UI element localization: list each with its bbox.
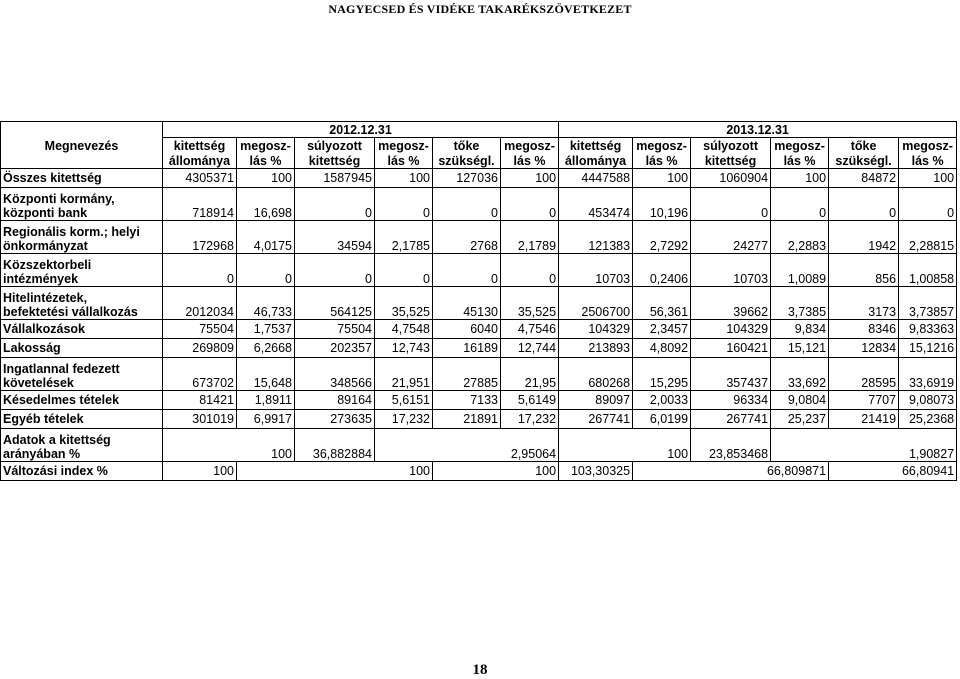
table-cell: 2,3457 bbox=[633, 320, 691, 339]
table-cell: 15,121 bbox=[771, 339, 829, 358]
column-header-top: megosz- bbox=[501, 138, 559, 154]
column-header-bottom: lás % bbox=[633, 153, 691, 169]
table-cell: 39662 bbox=[691, 287, 771, 320]
table-cell: 0 bbox=[375, 254, 433, 287]
table-cell: 267741 bbox=[691, 410, 771, 429]
row-label-line: Lakosság bbox=[3, 341, 61, 355]
table-cell: 81421 bbox=[163, 391, 237, 410]
table-cell: 21419 bbox=[829, 410, 899, 429]
table-cell: 0 bbox=[899, 188, 957, 221]
table-cell: 160421 bbox=[691, 339, 771, 358]
table-cell: 4,7546 bbox=[501, 320, 559, 339]
row-label-line: Regionális korm.; helyi bbox=[3, 225, 140, 239]
table-cell: 25,237 bbox=[771, 410, 829, 429]
table-cell: 2,7292 bbox=[633, 221, 691, 254]
table-cell: 100 bbox=[501, 169, 559, 188]
table-cell: 25,2368 bbox=[899, 410, 957, 429]
row-label-line: Ingatlannal fedezett bbox=[3, 362, 120, 376]
row-label bbox=[1, 358, 163, 391]
row-label-line: önkormányzat bbox=[3, 239, 88, 253]
table-cell: 46,733 bbox=[237, 287, 295, 320]
table-cell: 4305371 bbox=[163, 169, 237, 188]
table-cell: 24277 bbox=[691, 221, 771, 254]
table-cell: 301019 bbox=[163, 410, 237, 429]
table-cell: 0 bbox=[433, 254, 501, 287]
column-header-bottom: állománya bbox=[163, 153, 237, 169]
table-row bbox=[1, 410, 957, 429]
table-cell: 0,2406 bbox=[633, 254, 691, 287]
table-cell: 34594 bbox=[295, 221, 375, 254]
column-header-bottom: lás % bbox=[771, 153, 829, 169]
row-label bbox=[1, 188, 163, 221]
column-header-top: megosz- bbox=[237, 138, 295, 154]
table-cell: 9,0804 bbox=[771, 391, 829, 410]
table-cell: 0 bbox=[691, 188, 771, 221]
ratio-row bbox=[1, 429, 957, 462]
table-cell: 12,743 bbox=[375, 339, 433, 358]
table-cell: 2768 bbox=[433, 221, 501, 254]
table-cell: 6,0199 bbox=[633, 410, 691, 429]
table-cell: 6,2668 bbox=[237, 339, 295, 358]
period-header-2013: 2013.12.31 bbox=[559, 122, 957, 138]
row-label-line: Egyéb tételek bbox=[3, 412, 84, 426]
table-cell: 3,73857 bbox=[899, 287, 957, 320]
row-label bbox=[1, 429, 163, 462]
table-cell: 2,28815 bbox=[899, 221, 957, 254]
row-label-line: arányában % bbox=[3, 447, 81, 461]
table-cell: 680268 bbox=[559, 358, 633, 391]
table-cell: 10703 bbox=[559, 254, 633, 287]
column-header-top: tőke bbox=[433, 138, 501, 154]
table-cell: 100 bbox=[163, 429, 295, 462]
header-row-line2 bbox=[1, 153, 957, 169]
table-cell: 16,698 bbox=[237, 188, 295, 221]
table-cell: 673702 bbox=[163, 358, 237, 391]
table-cell: 15,295 bbox=[633, 358, 691, 391]
table-cell: 6,9917 bbox=[237, 410, 295, 429]
column-header-top: megosz- bbox=[375, 138, 433, 154]
row-label-line: Késedelmes tételek bbox=[3, 393, 120, 407]
table-cell: 1587945 bbox=[295, 169, 375, 188]
row-label bbox=[1, 221, 163, 254]
table-cell: 89164 bbox=[295, 391, 375, 410]
row-label-line: befektetési vállalkozás bbox=[3, 305, 138, 319]
table-cell: 269809 bbox=[163, 339, 237, 358]
table-row bbox=[1, 188, 957, 221]
table-cell: 1,0089 bbox=[771, 254, 829, 287]
header-empty-cell bbox=[1, 153, 163, 169]
table-row bbox=[1, 254, 957, 287]
row-label bbox=[1, 391, 163, 410]
change-index-row bbox=[1, 462, 957, 481]
table-row bbox=[1, 287, 957, 320]
table-cell: 89097 bbox=[559, 391, 633, 410]
table-cell: 27885 bbox=[433, 358, 501, 391]
period-header-2012: 2012.12.31 bbox=[163, 122, 559, 138]
table-cell: 10703 bbox=[691, 254, 771, 287]
table-cell: 96334 bbox=[691, 391, 771, 410]
table-cell: 172968 bbox=[163, 221, 237, 254]
table-cell: 2506700 bbox=[559, 287, 633, 320]
column-header-bottom: kitettség bbox=[691, 153, 771, 169]
row-label bbox=[1, 287, 163, 320]
table-cell: 0 bbox=[375, 188, 433, 221]
table-cell: 267741 bbox=[559, 410, 633, 429]
row-label-line: Hitelintézetek, bbox=[3, 291, 88, 305]
table-cell: 121383 bbox=[559, 221, 633, 254]
table-cell: 9,08073 bbox=[899, 391, 957, 410]
table-cell: 3,7385 bbox=[771, 287, 829, 320]
column-header-bottom: szükségl. bbox=[829, 153, 899, 169]
table-cell: 1,00858 bbox=[899, 254, 957, 287]
table-cell: 0 bbox=[237, 254, 295, 287]
table-cell: 2,1785 bbox=[375, 221, 433, 254]
table-cell: 0 bbox=[433, 188, 501, 221]
table-cell: 100 bbox=[633, 169, 691, 188]
table-row bbox=[1, 221, 957, 254]
row-label-line: Vállalkozások bbox=[3, 322, 85, 336]
table-cell: 17,232 bbox=[375, 410, 433, 429]
table-cell: 103,30325 bbox=[559, 462, 633, 481]
table-cell: 2,1789 bbox=[501, 221, 559, 254]
table-cell: 2,2883 bbox=[771, 221, 829, 254]
table-cell: 5,6151 bbox=[375, 391, 433, 410]
table-cell: 35,525 bbox=[501, 287, 559, 320]
table-cell: 0 bbox=[163, 254, 237, 287]
table-cell: 66,80941 bbox=[829, 462, 957, 481]
table-cell: 0 bbox=[501, 188, 559, 221]
header-row-periods bbox=[1, 122, 957, 138]
table-cell: 36,882884 bbox=[295, 429, 375, 462]
table-cell: 4447588 bbox=[559, 169, 633, 188]
table-cell: 4,0175 bbox=[237, 221, 295, 254]
row-label-line: követelések bbox=[3, 376, 74, 390]
row-label bbox=[1, 410, 163, 429]
table-cell: 21,951 bbox=[375, 358, 433, 391]
table-cell: 56,361 bbox=[633, 287, 691, 320]
table-cell: 100 bbox=[163, 462, 237, 481]
table-cell: 9,83363 bbox=[899, 320, 957, 339]
table-cell: 75504 bbox=[163, 320, 237, 339]
table-cell: 16189 bbox=[433, 339, 501, 358]
table-cell: 23,853468 bbox=[691, 429, 771, 462]
column-header-bottom: lás % bbox=[375, 153, 433, 169]
page-number: 18 bbox=[472, 662, 488, 678]
column-header-top: megosz- bbox=[633, 138, 691, 154]
table-cell: 100 bbox=[771, 169, 829, 188]
table-cell: 4,8092 bbox=[633, 339, 691, 358]
table-cell: 0 bbox=[295, 254, 375, 287]
table-cell: 8346 bbox=[829, 320, 899, 339]
table-cell: 2012034 bbox=[163, 287, 237, 320]
column-header-bottom: lás % bbox=[501, 153, 559, 169]
table-cell: 564125 bbox=[295, 287, 375, 320]
table-cell: 100 bbox=[237, 462, 433, 481]
table-cell: 2,0033 bbox=[633, 391, 691, 410]
table-cell: 2,95064 bbox=[375, 429, 559, 462]
column-header-bottom: lás % bbox=[899, 153, 957, 169]
table-cell: 0 bbox=[829, 188, 899, 221]
row-label-header: Megnevezés bbox=[1, 138, 163, 154]
table-cell: 15,1216 bbox=[899, 339, 957, 358]
row-label bbox=[1, 339, 163, 358]
table-row bbox=[1, 339, 957, 358]
table-cell: 7133 bbox=[433, 391, 501, 410]
column-header-top: súlyozott bbox=[295, 138, 375, 154]
column-header-bottom: kitettség bbox=[295, 153, 375, 169]
exposure-table bbox=[0, 121, 957, 481]
table-cell: 35,525 bbox=[375, 287, 433, 320]
column-header-top: kitettség bbox=[163, 138, 237, 154]
column-header-top: kitettség bbox=[559, 138, 633, 154]
table-cell: 1942 bbox=[829, 221, 899, 254]
table-cell: 856 bbox=[829, 254, 899, 287]
table-cell: 12,744 bbox=[501, 339, 559, 358]
table-cell: 17,232 bbox=[501, 410, 559, 429]
table-cell: 33,692 bbox=[771, 358, 829, 391]
table-cell: 357437 bbox=[691, 358, 771, 391]
table-cell: 45130 bbox=[433, 287, 501, 320]
table-cell: 28595 bbox=[829, 358, 899, 391]
table-cell: 202357 bbox=[295, 339, 375, 358]
table-row bbox=[1, 391, 957, 410]
table-cell: 7707 bbox=[829, 391, 899, 410]
table-cell: 33,6919 bbox=[899, 358, 957, 391]
table-row bbox=[1, 358, 957, 391]
table-cell: 718914 bbox=[163, 188, 237, 221]
row-label: Változási index % bbox=[1, 462, 163, 481]
row-label bbox=[1, 169, 163, 188]
table-cell: 1060904 bbox=[691, 169, 771, 188]
row-label bbox=[1, 254, 163, 287]
table-cell: 75504 bbox=[295, 320, 375, 339]
table-cell: 15,648 bbox=[237, 358, 295, 391]
column-header-bottom: állománya bbox=[559, 153, 633, 169]
table-cell: 273635 bbox=[295, 410, 375, 429]
document-header: NAGYECSED ÉS VIDÉKE TAKARÉKSZÖVETKEZET bbox=[328, 2, 632, 16]
table-cell: 1,90827 bbox=[771, 429, 957, 462]
table-cell: 21,95 bbox=[501, 358, 559, 391]
table-cell: 21891 bbox=[433, 410, 501, 429]
table-cell: 104329 bbox=[559, 320, 633, 339]
column-header-top: súlyozott bbox=[691, 138, 771, 154]
table-row bbox=[1, 169, 957, 188]
table-cell: 3173 bbox=[829, 287, 899, 320]
table-cell: 213893 bbox=[559, 339, 633, 358]
table-cell: 1,7537 bbox=[237, 320, 295, 339]
row-label-line: központi bank bbox=[3, 206, 88, 220]
row-label bbox=[1, 320, 163, 339]
table-cell: 0 bbox=[501, 254, 559, 287]
column-header-bottom: lás % bbox=[237, 153, 295, 169]
table-cell: 100 bbox=[559, 429, 691, 462]
table-cell: 0 bbox=[771, 188, 829, 221]
row-label-line: Összes kitettség bbox=[3, 171, 102, 185]
table-cell: 104329 bbox=[691, 320, 771, 339]
row-label-line: Közszektorbeli bbox=[3, 258, 92, 272]
table-cell: 1,8911 bbox=[237, 391, 295, 410]
table-cell: 10,196 bbox=[633, 188, 691, 221]
column-header-top: megosz- bbox=[899, 138, 957, 154]
table-cell: 100 bbox=[237, 169, 295, 188]
table-cell: 84872 bbox=[829, 169, 899, 188]
table-cell: 348566 bbox=[295, 358, 375, 391]
table-cell: 100 bbox=[433, 462, 559, 481]
header-row-line1 bbox=[1, 138, 957, 154]
table-cell: 100 bbox=[899, 169, 957, 188]
column-header-top: tőke bbox=[829, 138, 899, 154]
table-cell: 0 bbox=[295, 188, 375, 221]
column-header-bottom: szükségl. bbox=[433, 153, 501, 169]
table-cell: 6040 bbox=[433, 320, 501, 339]
table-cell: 9,834 bbox=[771, 320, 829, 339]
table-row bbox=[1, 320, 957, 339]
column-header-top: megosz- bbox=[771, 138, 829, 154]
row-label-line: Központi kormány, bbox=[3, 192, 115, 206]
table-cell: 12834 bbox=[829, 339, 899, 358]
header-empty-cell bbox=[1, 122, 163, 138]
table-cell: 453474 bbox=[559, 188, 633, 221]
table-cell: 66,809871 bbox=[633, 462, 829, 481]
table-cell: 100 bbox=[375, 169, 433, 188]
table-cell: 127036 bbox=[433, 169, 501, 188]
row-label-line: intézmények bbox=[3, 272, 79, 286]
table-cell: 4,7548 bbox=[375, 320, 433, 339]
table-cell: 5,6149 bbox=[501, 391, 559, 410]
row-label-line: Adatok a kitettség bbox=[3, 433, 111, 447]
